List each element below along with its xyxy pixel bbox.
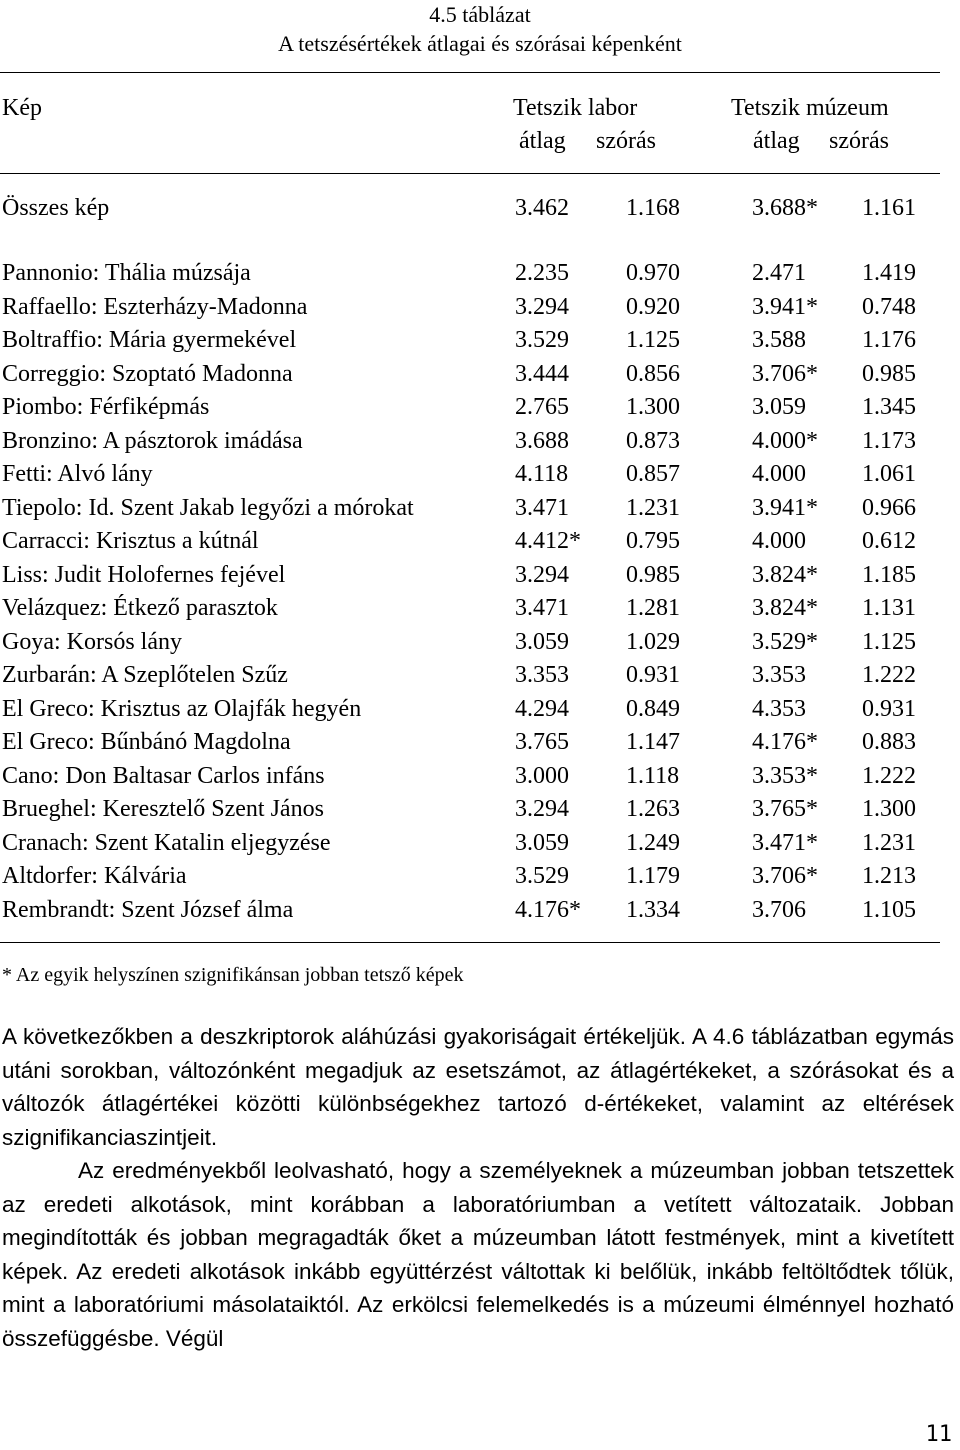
labor-sd: 0.873 [626,427,680,454]
museum-sd: 1.105 [862,896,916,923]
table-top-rule [0,72,940,73]
museum-mean: 3.941* [752,293,818,320]
picture-name: Boltraffio: Mária gyermekével [2,327,297,353]
museum-sd: 1.173 [862,427,916,454]
museum-sd: 0.612 [862,528,916,554]
table-row [0,391,960,425]
page-number: 11 [925,1422,952,1447]
labor-sd: 0.920 [626,293,680,320]
labor-mean: 3.294 [515,293,569,320]
column-header-labor: Tetszik labor [513,95,638,121]
labor-mean: 3.294 [515,561,569,588]
table-title: A tetszésértékek átlagai és szórásai képenként [278,31,682,56]
table-row [0,894,960,928]
table-row [0,726,960,760]
museum-mean: 3.765* [752,796,818,822]
picture-name: Velázquez: Étkező parasztok [2,595,278,621]
picture-name: Piombo: Férfiképmás [2,394,210,420]
museum-sd: 0.966 [862,494,916,521]
labor-sd: 1.179 [626,863,680,889]
labor-mean: 3.000 [515,762,569,789]
museum-mean: 2.471 [752,260,806,286]
labor-mean: 3.059 [515,829,569,856]
labor-sd: 0.931 [626,662,680,688]
table-row [0,659,960,693]
labor-sd: 0.849 [626,695,680,722]
picture-name: Cano: Don Baltasar Carlos infáns [2,762,325,789]
museum-sd: 1.419 [862,260,916,286]
picture-name: Correggio: Szoptató Madonna [2,360,293,387]
labor-sd: 1.168 [626,195,680,221]
museum-mean: 3.588 [752,327,806,353]
table-row [0,324,960,358]
museum-mean: 3.824* [752,561,818,588]
labor-sd: 0.857 [626,461,680,487]
table-row-total [0,192,960,226]
labor-mean: 4.176* [515,896,581,923]
table-row [0,425,960,459]
museum-sd: 1.185 [862,561,916,588]
table-row [0,827,960,861]
picture-name: Fetti: Alvó lány [2,461,153,487]
museum-sd: 1.213 [862,863,916,889]
picture-name: Altdorfer: Kálvária [2,863,187,889]
museum-sd: 0.883 [862,729,916,755]
labor-mean: 3.353 [515,662,569,688]
column-header-kep: Kép [2,95,42,121]
museum-sd: 1.222 [862,762,916,789]
museum-mean: 4.000 [752,461,806,487]
labor-sd: 1.029 [626,628,680,655]
labor-sd: 1.231 [626,494,680,521]
picture-name: Pannonio: Thália múzsája [2,260,251,286]
museum-sd: 1.061 [862,461,916,487]
table-row [0,760,960,794]
labor-mean: 3.059 [515,628,569,655]
labor-mean: 3.471 [515,494,569,521]
labor-mean: 3.529 [515,327,569,353]
table-row [0,693,960,727]
subheader-muzeum-atlag: átlag [753,128,800,154]
museum-sd: 1.131 [862,595,916,621]
column-header-muzeum: Tetszik múzeum [731,95,889,121]
museum-mean: 4.176* [752,729,818,755]
museum-mean: 3.059 [752,394,806,420]
table-footnote: * Az egyik helyszínen szignifikánsan jobban tetsző képek [2,964,464,986]
museum-sd: 1.300 [862,796,916,822]
picture-name: El Greco: Krisztus az Olajfák hegyén [2,695,362,722]
table-row [0,860,960,894]
labor-sd: 1.300 [626,394,680,420]
museum-sd: 0.748 [862,293,916,320]
picture-name: Zurbarán: A Szeplőtelen Szűz [2,662,288,688]
museum-mean: 4.000* [752,427,818,454]
body-paragraph-1: A következőkben a deszkriptorok aláhúzási gyakoriságait értékeljük. A 4.6 táblázatban egymás utáni sorokban, változónként megadjuk az esetszámot, az átlagértékeket, a szórásokat és a változók átlagértékei közötti különbségekhez tartozó d-értékeket, valamint az eltérések szignifikanciaszintjeit. [2,1024,954,1150]
labor-mean: 3.444 [515,360,569,387]
museum-sd: 0.931 [862,695,916,722]
labor-sd: 1.125 [626,327,680,353]
labor-sd: 1.147 [626,729,680,755]
picture-name: Cranach: Szent Katalin eljegyzése [2,829,331,856]
body-paragraph-2: Az eredményekből leolvasható, hogy a személyeknek a múzeumban jobban tetszettek az eredeti alkotások, mint korábban a laboratóriumban a vetített változataik. Jobban megindították és jobban megragadták őket a múzeumban látott festmények, mint a kivetített képek. Az eredeti alkotások inkább együttérzést váltottak ki belőlük, inkább feltöltődtek tőlük, mint a laboratóriumi másolataiktól. Az erkölcsi felemelkedés is a múzeumi élménnyel hozható összefüggésbe. Végül [2,1158,954,1351]
labor-mean: 2.235 [515,260,569,286]
table-row [0,592,960,626]
museum-mean: 3.471* [752,829,818,856]
labor-mean: 2.765 [515,394,569,420]
labor-sd: 1.281 [626,595,680,621]
labor-sd: 1.334 [626,896,680,923]
museum-mean: 3.688* [752,195,818,221]
museum-sd: 0.985 [862,360,916,387]
table-header-rule [0,173,940,174]
picture-name: Rembrandt: Szent József álma [2,896,294,923]
museum-sd: 1.176 [862,327,916,353]
museum-mean: 3.353* [752,762,818,789]
museum-mean: 4.000 [752,528,806,554]
labor-sd: 0.985 [626,561,680,588]
picture-name: Raffaello: Eszterházy-Madonna [2,293,308,320]
table-row [0,793,960,827]
labor-sd: 1.263 [626,796,680,822]
labor-sd: 1.118 [626,762,680,789]
table-row [0,492,960,526]
picture-name: Tiepolo: Id. Szent Jakab legyőzi a mórokat [2,494,414,521]
museum-mean: 3.941* [752,494,818,521]
labor-mean: 4.294 [515,695,569,722]
labor-sd: 0.856 [626,360,680,387]
museum-mean: 3.824* [752,595,818,621]
museum-mean: 3.706 [752,896,806,923]
labor-sd: 1.249 [626,829,680,856]
museum-mean: 3.706* [752,360,818,387]
labor-mean: 3.765 [515,729,569,755]
museum-mean: 3.529* [752,628,818,655]
labor-sd: 0.795 [626,528,680,554]
picture-name: Goya: Korsós lány [2,628,182,655]
table-row [0,257,960,291]
picture-name: Összes kép [2,195,110,221]
subheader-muzeum-szoras: szórás [829,128,889,154]
labor-mean: 4.412* [515,528,581,554]
labor-mean: 3.294 [515,796,569,822]
museum-sd: 1.222 [862,662,916,688]
picture-name: Liss: Judit Holofernes fejével [2,561,286,588]
museum-mean: 4.353 [752,695,806,722]
subheader-labor-szoras: szórás [596,128,656,154]
table-row [0,291,960,325]
table-row [0,559,960,593]
picture-name: El Greco: Bűnbánó Magdolna [2,729,291,755]
museum-sd: 1.231 [862,829,916,856]
picture-name: Brueghel: Keresztelő Szent János [2,796,324,822]
picture-name: Bronzino: A pásztorok imádása [2,427,303,454]
table-row [0,358,960,392]
labor-mean: 3.529 [515,863,569,889]
labor-mean: 4.118 [515,461,569,487]
labor-mean: 3.462 [515,195,569,221]
table-row [0,626,960,660]
table-bottom-rule [0,942,940,943]
table-number: 4.5 táblázat [429,2,531,27]
subheader-labor-atlag: átlag [519,128,566,154]
museum-sd: 1.161 [862,195,916,221]
labor-mean: 3.688 [515,427,569,454]
table-row [0,458,960,492]
table-row [0,525,960,559]
picture-name: Carracci: Krisztus a kútnál [2,528,259,554]
labor-mean: 3.471 [515,595,569,621]
museum-mean: 3.706* [752,863,818,889]
museum-mean: 3.353 [752,662,806,688]
museum-sd: 1.345 [862,394,916,420]
labor-sd: 0.970 [626,260,680,286]
museum-sd: 1.125 [862,628,916,655]
